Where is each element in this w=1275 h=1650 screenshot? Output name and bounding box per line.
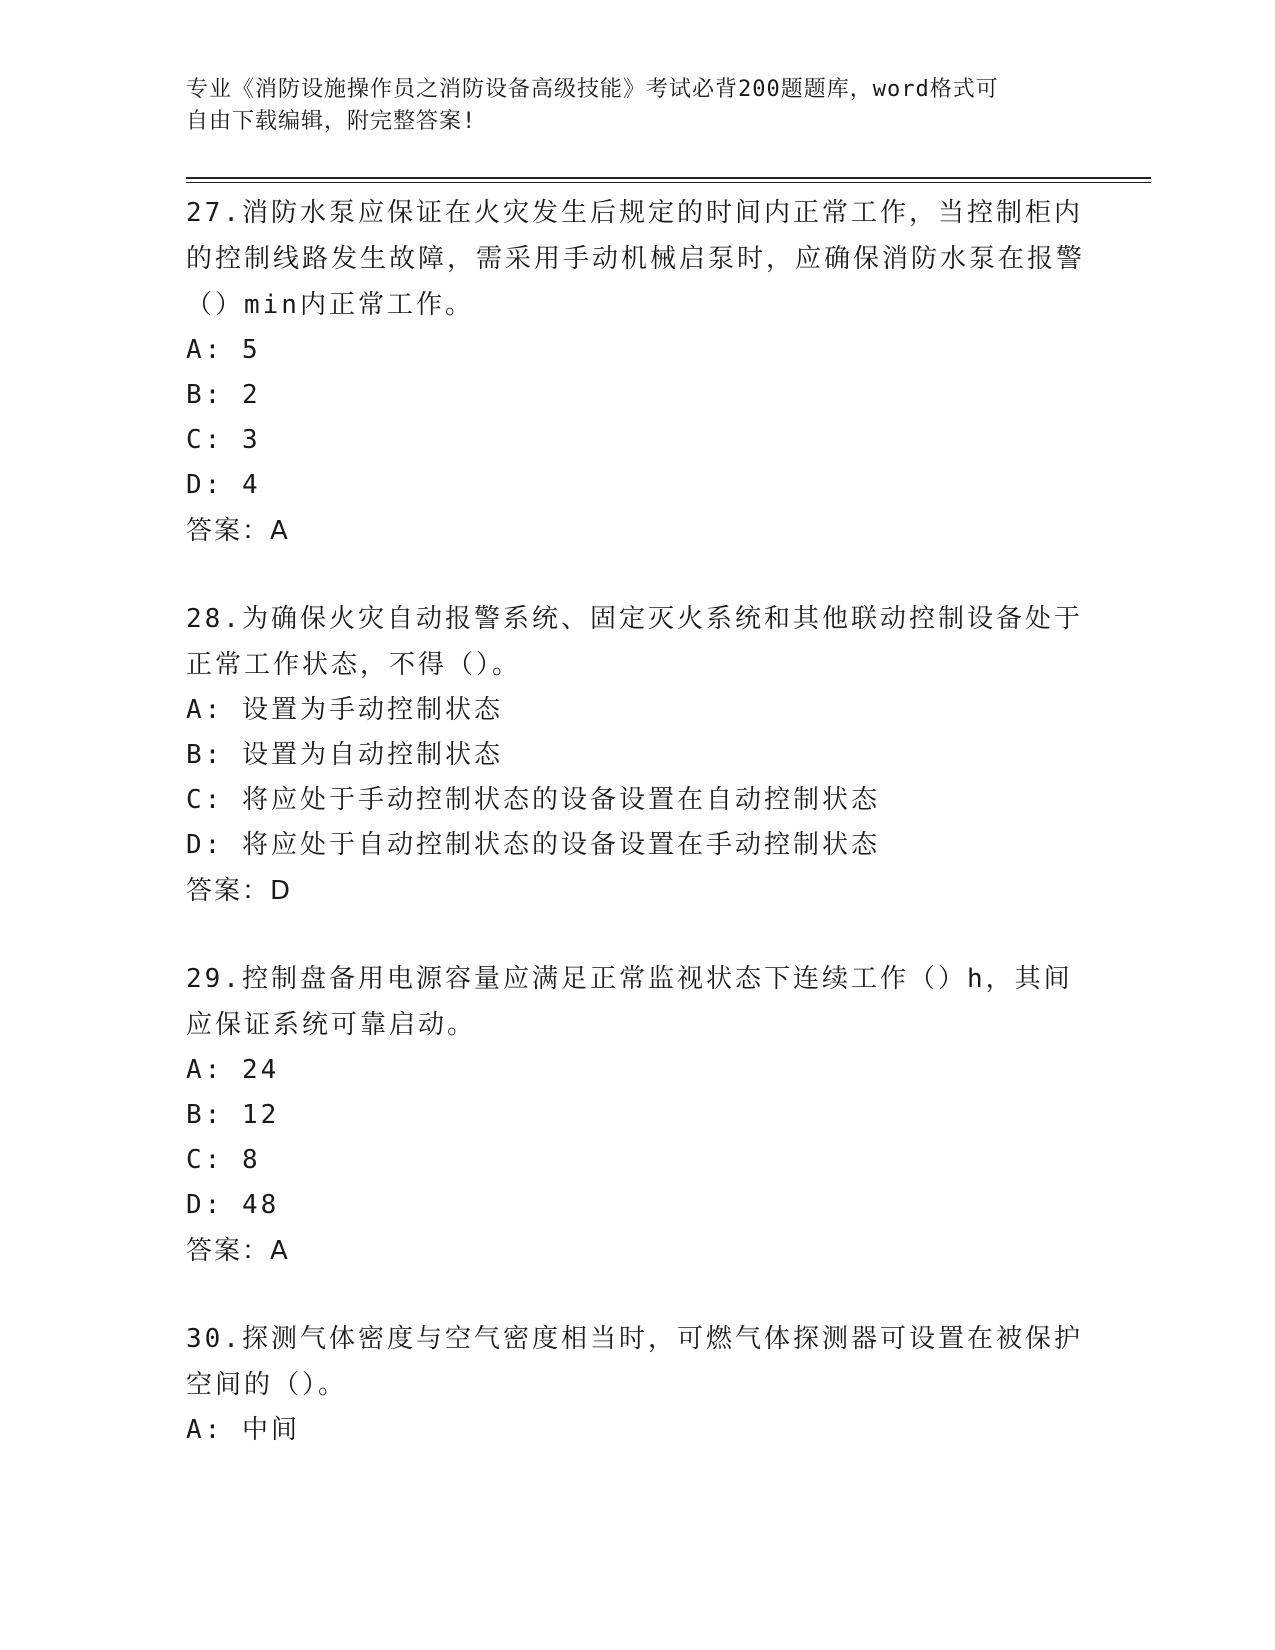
question-30 (186, 1316, 1086, 1453)
question-text: 30.探测气体密度与空气密度相当时，可燃气体探测器可设置在被保护空间的（）。 (186, 1324, 1083, 1400)
question-29 (186, 956, 1086, 1274)
option-a: A: 5 (186, 335, 261, 365)
option-a: A: 设置为手动控制状态 (186, 695, 503, 725)
question-28 (186, 596, 1086, 914)
option-d: D: 4 (186, 470, 261, 500)
option-d: D: 将应处于自动控制状态的设备设置在手动控制状态 (186, 830, 880, 860)
header-divider-thin (186, 182, 1151, 183)
answer-line: 答案：A (186, 1236, 290, 1266)
document-header (186, 74, 1066, 138)
header-line-2: 自由下载编辑，附完整答案! (186, 109, 477, 134)
option-c: C: 8 (186, 1145, 261, 1175)
question-text: 28.为确保火灾自动报警系统、固定灭火系统和其他联动控制设备处于正常工作状态，不得（）。 (186, 604, 1083, 680)
option-b: B: 12 (186, 1100, 280, 1130)
question-text: 29.控制盘备用电源容量应满足正常监视状态下连续工作（）h，其间应保证系统可靠启动。 (186, 964, 1073, 1040)
header-line-1: 专业《消防设施操作员之消防设备高级技能》考试必背200题题库，word格式可 (186, 77, 999, 102)
option-b: B: 2 (186, 380, 261, 410)
answer-line: 答案：A (186, 516, 290, 546)
option-c: C: 将应处于手动控制状态的设备设置在自动控制状态 (186, 785, 880, 815)
question-27 (186, 190, 1086, 554)
option-a: A: 24 (186, 1055, 280, 1085)
option-d: D: 48 (186, 1190, 280, 1220)
answer-line: 答案：D (186, 876, 293, 906)
header-divider (186, 177, 1151, 179)
question-list (186, 190, 1086, 1495)
question-text: 27.消防水泵应保证在火灾发生后规定的时间内正常工作，当控制柜内的控制线路发生故障，需采用手动机械启泵时，应确保消防水泵在报警（）min内正常工作。 (186, 198, 1086, 320)
option-c: C: 3 (186, 425, 261, 455)
option-a: A: 中间 (186, 1415, 300, 1445)
option-b: B: 设置为自动控制状态 (186, 740, 503, 770)
